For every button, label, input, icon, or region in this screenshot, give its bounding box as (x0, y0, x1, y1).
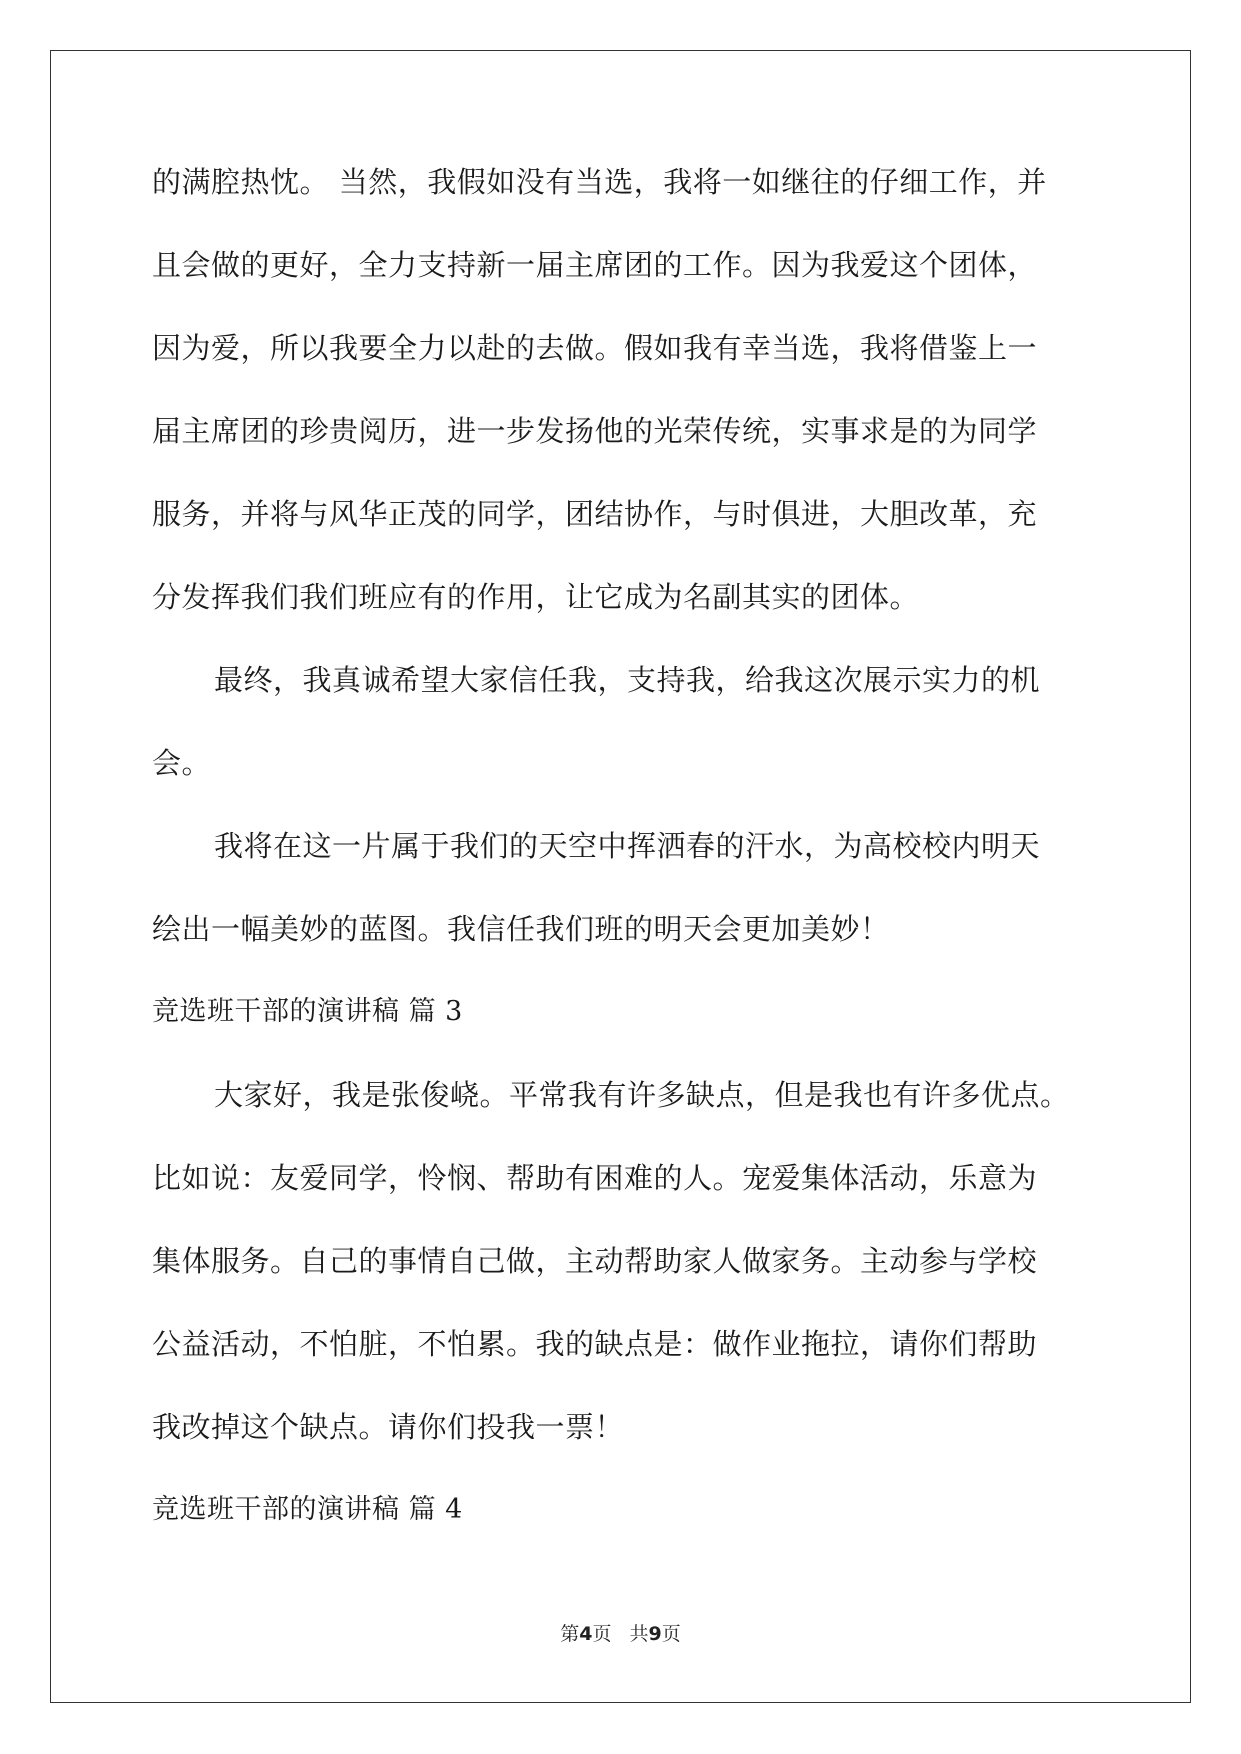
text-line: 最终，我真诚希望大家信任我，支持我，给我这次展示实力的机 (214, 663, 1041, 697)
text-line: 分发挥我们我们班应有的作用，让它成为名副其实的团体。 (152, 580, 920, 614)
section-heading: 竞选班干部的演讲稿 篇 3 (152, 996, 463, 1027)
text-line: 我将在这一片属于我们的天空中挥洒春的汗水，为高校校内明天 (214, 829, 1041, 863)
text-line: 集体服务。自己的事情自己做，主动帮助家人做家务。主动参与学校 (152, 1244, 1038, 1278)
text-line: 比如说：友爱同学，怜悯、帮助有困难的人。宠爱集体活动，乐意为 (152, 1161, 1038, 1195)
footer-page-suffix: 页 (592, 1623, 612, 1645)
document-body (152, 165, 1092, 1576)
text-line: 的满腔热忱。 当然，我假如没有当选，我将一如继往的仔细工作，并 (152, 165, 1047, 199)
footer-page-number: 4 (579, 1623, 593, 1645)
text-line: 服务，并将与风华正茂的同学，团结协作，与时俱进，大胆改革，充 (152, 497, 1038, 531)
page-footer (0, 1622, 1241, 1646)
text-line: 公益活动，不怕脏，不怕累。我的缺点是：做作业拖拉，请你们帮助 (152, 1327, 1038, 1361)
text-line: 且会做的更好，全力支持新一届主席团的工作。因为我爱这个团体， (152, 248, 1038, 282)
footer-total-prefix: 共 (629, 1623, 649, 1645)
text-line: 会。 (152, 746, 212, 780)
footer-total-suffix: 页 (661, 1623, 681, 1645)
footer-total-pages: 9 (648, 1623, 662, 1645)
section-heading: 竞选班干部的演讲稿 篇 4 (152, 1494, 463, 1525)
footer-prefix: 第 (560, 1623, 580, 1645)
text-line: 届主席团的珍贵阅历，进一步发扬他的光荣传统，实事求是的为同学 (152, 414, 1038, 448)
text-line: 绘出一幅美妙的蓝图。我信任我们班的明天会更加美妙！ (152, 912, 890, 946)
text-line: 大家好，我是张俊峣。平常我有许多缺点，但是我也有许多优点。 (214, 1078, 1070, 1112)
text-line: 我改掉这个缺点。请你们投我一票！ (152, 1410, 625, 1444)
text-line: 因为爱，所以我要全力以赴的去做。假如我有幸当选，我将借鉴上一 (152, 331, 1038, 365)
